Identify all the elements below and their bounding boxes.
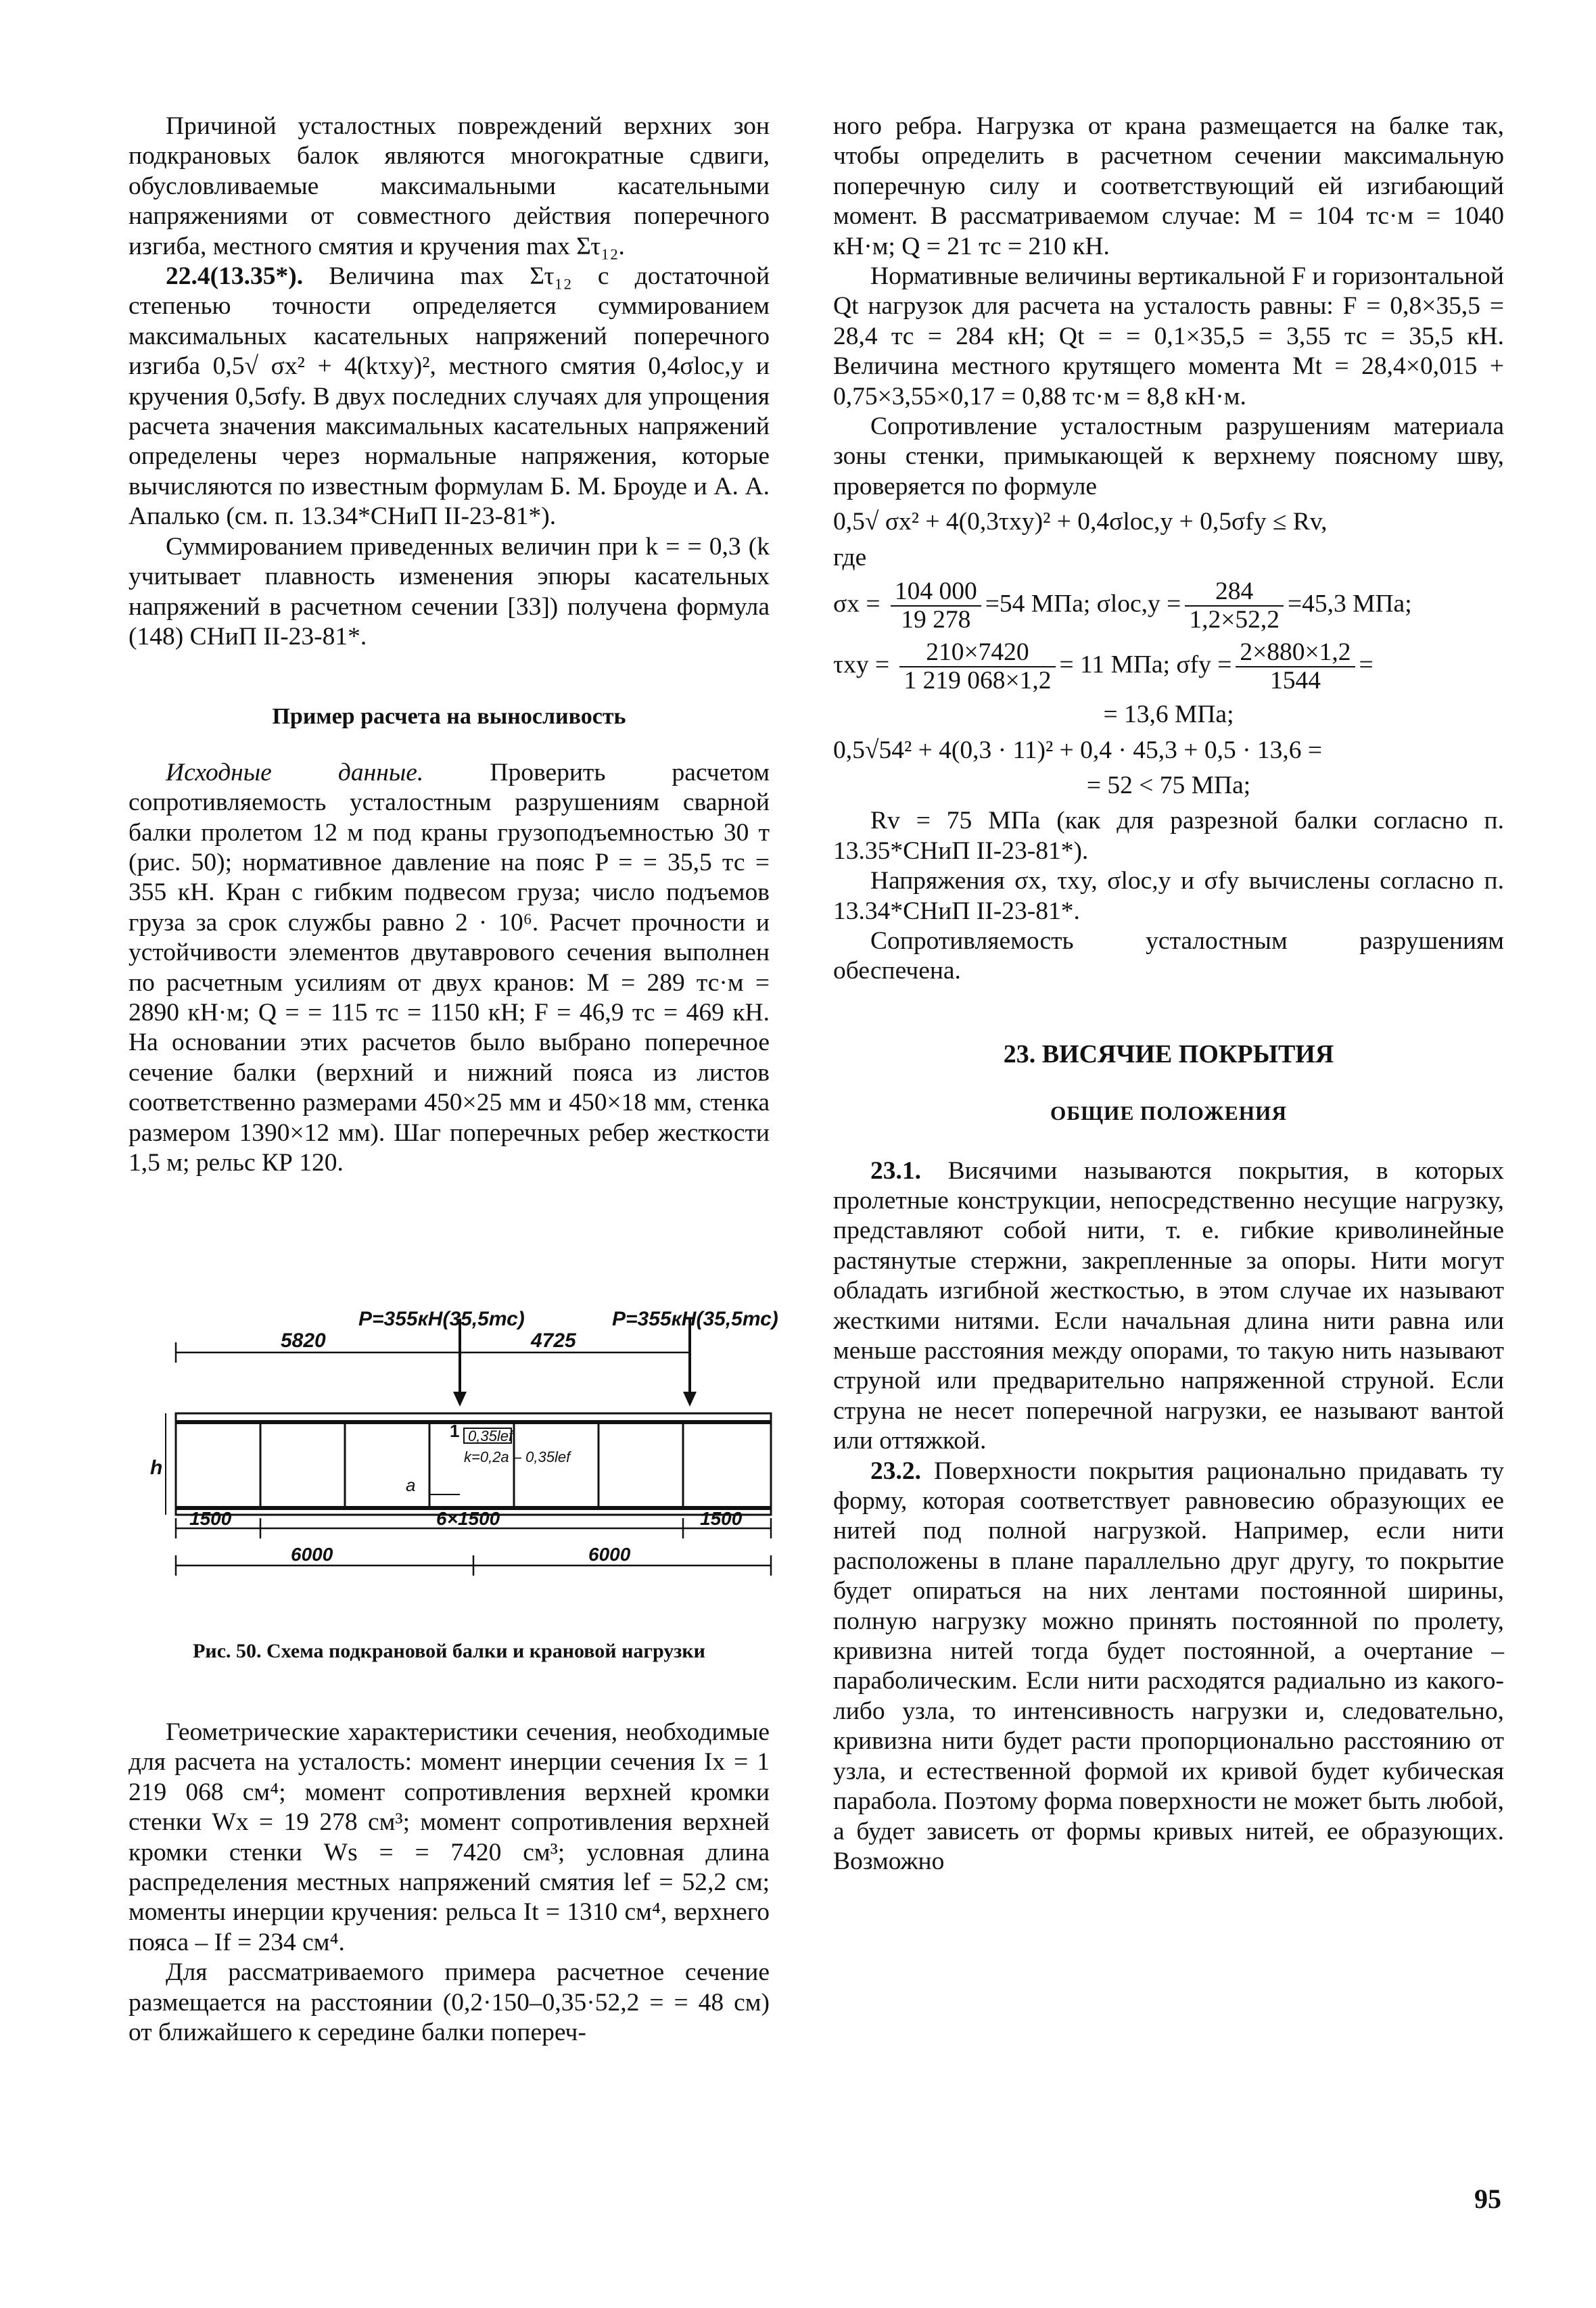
formula-line: = 13,6 МПа; <box>1103 701 1234 729</box>
clause-text: Поверхности покрытия рационально придавать ту форму, которая соответствует равновесию образующих ее нитей под полной нагрузкой. Например, если нити расположены в плане параллельно друг другу, то покрытие будет опираться на них лентами постоянной ширины, полную нагрузку можно принять постоянной по пролету, кривизна нитей тогда будет постоянной, а очертание – параболическим. Если нити расходятся радиально из какого-либо узла, то интенсивность нагрузки и, следовательно, кривизна нити будет расти пропорционально расстоянию от узла, и естественной формой их кривой будет кубическая парабола. Поэтому форма поверхности не может быть любой, а будет зависеть от формы кривых нитей, ее образующих. Возможно <box>833 1457 1505 1875</box>
example-title: Пример расчета на выносливость <box>272 704 626 730</box>
left-column <box>128 112 770 1178</box>
subsection-title: ОБЩИЕ ПОЛОЖЕНИЯ <box>1050 1102 1288 1125</box>
formula-part: τxy = <box>833 651 890 679</box>
where-label: где <box>833 543 867 571</box>
formula-148: 0,5√ σx² + 4(0,3τxy)² + 0,4σloc,y + 0,5σfy ≤ Rv, <box>833 508 1328 536</box>
dim-1500-right: 1500 <box>700 1508 743 1529</box>
numerator: 210×7420 <box>899 639 1055 667</box>
dim-h: h <box>150 1457 163 1479</box>
fraction <box>891 578 981 634</box>
formula-result: = 52 < 75 МПа; <box>1086 771 1251 799</box>
page-number: 95 <box>1474 2184 1501 2214</box>
left-column-lower <box>128 1718 770 2048</box>
paragraph: Геометрические характеристики сечения, необходимые для расчета на усталость: момент инерции сечения Ix = 1 219 068 см⁴; момент сопротивления верхней кромки стенки Wx = 19 278 см³; момент сопротивления верхней кромки стенки Ws = = 7420 см³; условная длина распределения местных напряжений смятия lef = 52,2 см; моменты инерции кручения: рельса It = 1310 см⁴, верхнего пояса – If = 234 см⁴. <box>128 1718 770 1956</box>
dim-1500-left: 1500 <box>189 1508 232 1529</box>
paragraph: Сопротивляемость усталостным разрушениям обеспечена. <box>833 926 1504 985</box>
dim-5820: 5820 <box>281 1329 326 1352</box>
fraction <box>1185 578 1284 634</box>
denominator: 1544 <box>1269 667 1321 695</box>
paragraph-22-4 <box>128 262 770 532</box>
load-label-2: P=355кН(35,5тс) <box>612 1308 778 1330</box>
right-column <box>833 112 1504 1877</box>
clause-number: 23.2. <box>870 1457 921 1485</box>
numerator: 2×880×1,2 <box>1236 639 1355 667</box>
formula-check: 0,5√54² + 4(0,3 · 11)² + 0,4 · 45,3 + 0,5 · 13,6 = <box>833 736 1323 764</box>
formula-part: =45,3 МПа; <box>1287 590 1412 618</box>
paragraph: Суммированием приведенных величин при k = = 0,3 (k учитывает плавность изменения эпюры касательных напряжений в расчетном сечении [33]) получена формула (148) СНиП II-23-81*. <box>128 532 770 651</box>
numerator: 284 <box>1185 578 1284 607</box>
denominator: 19 278 <box>901 606 971 634</box>
paragraph-23-1 <box>833 1156 1504 1457</box>
formula-part: σloc,y = <box>1096 590 1181 618</box>
formula-sigma <box>833 578 1504 634</box>
clause-number: 23.1. <box>870 1156 921 1185</box>
dim-6000-right: 6000 <box>588 1544 631 1565</box>
dim-035: 0,35lef <box>468 1428 513 1444</box>
numerator: 104 000 <box>891 578 981 607</box>
section-title: 23. ВИСЯЧИЕ ПОКРЫТИЯ <box>1003 1039 1334 1068</box>
paragraph-23-2 <box>833 1457 1504 1877</box>
dim-1: 1 <box>450 1421 460 1441</box>
formula-part: = 11 МПа; <box>1059 651 1170 679</box>
paragraph: Напряжения σx, τxy, σloc,y и σfy вычислены согласно п. 13.34*СНиП II-23-81*. <box>833 867 1504 925</box>
formula-part: σfy = <box>1176 651 1232 679</box>
dim-a: a <box>406 1475 416 1495</box>
example-paragraph <box>128 758 770 1179</box>
denominator: 1 219 068×1,2 <box>903 667 1052 695</box>
paragraph: Причиной усталостных повреждений верхних зон подкрановых балок являются многократные сдвиги, обусловливаемые максимальными касательными напряжениями от совместного действия поперечного изгиба, местного смятия и кручения max Στ₁₂. <box>128 112 770 260</box>
clause-number: 22.4(13.35*). <box>166 262 304 291</box>
denominator: 1,2×52,2 <box>1189 606 1280 634</box>
formula-part: = <box>1359 651 1374 679</box>
dim-6x1500: 6×1500 <box>436 1508 500 1529</box>
lead-in: Исходные данные. <box>166 758 424 786</box>
formula-tau <box>833 639 1504 694</box>
clause-text: Висячими называются покрытия, в которых пролетные конструкции, непосредственно несущие нагрузку, представляют собой нити, т. е. гибкие криволинейные растянутые стержни, закрепленные за опоры. Нити могут обладать изгибной жесткостью, в этом случае их называют жесткими нитями. Если начальная длина нити равна или меньше расстояния между опорами, то такую нить называют струной или предварительно напряженной струной. Если струна не несет поперечной нагрузки, ее называют вантой или оттяжкой. <box>833 1156 1505 1455</box>
figure-caption: Рис. 50. Схема подкрановой балки и крановой нагрузки <box>193 1640 705 1662</box>
dim-k: k=0,2a – 0,35lef <box>464 1449 571 1465</box>
formula-part: =54 МПа; <box>985 590 1091 618</box>
figure-crane-beam <box>150 1305 784 1616</box>
paragraph: Для рассматриваемого примера расчетное сечение размещается на расстоянии (0,2·150–0,35·52,2 = = 48 см) от ближайшего к середине балки попереч- <box>128 1958 770 2047</box>
clause-text: Величина max Στ₁₂ с достаточной степенью точности определяется суммированием максимальных касательных напряжений поперечного изгиба 0,5√ σx² + 4(kτxy)², местного смятия 0,4σloc,y и кручения 0,5σfy. В двух последних случаях для упрощения расчета значения максимальных касательных напряжений определены через нормальные напряжения, которые вычисляются по известным формулам Б. М. Броуде и А. А. Апалько (см. п. 13.34*СНиП II-23-81*). <box>128 262 770 531</box>
example-text: Проверить расчетом сопротивляемость усталостным разрушениям сварной балки пролетом 12 м под краны грузоподъемностью 30 т (рис. 50); нормативное давление на пояс P = = 35,5 тс = 355 кН. Кран с гибким подвесом груза; число подъемов груза за срок службы равно 2 · 10⁶. Расчет прочности и устойчивости элементов двутаврового сечения выполнен по расчетным усилиям от двух кранов: M = 289 тс·м = 2890 кН·м; Q = = 115 тс = 1150 кН; F = 46,9 тс = 469 кН. На основании этих расчетов было выбрано поперечное сечение балки (верхний и нижний пояса из листов соответственно размерами 450×25 мм и 450×18 мм, стенка размером 1390×12 мм). Шаг поперечных ребер жесткости 1,5 м; рельс КР 120. <box>128 758 770 1177</box>
fraction <box>1236 639 1355 694</box>
paragraph: ного ребра. Нагрузка от крана размещается на балке так, чтобы определить в расчетном сечении максимальную поперечную силу и соответствующий ей изгибающий момент. В рассматриваемом случае: M = 104 тс·м = 1040 кН·м; Q = 21 тс = 210 кН. <box>833 112 1504 260</box>
paragraph: Rv = 75 МПа (как для разрезной балки согласно п. 13.35*СНиП II-23-81*). <box>833 807 1504 865</box>
formula-part: σx = <box>833 590 881 618</box>
load-label-1: P=355кН(35,5тс) <box>358 1308 525 1330</box>
dim-4725: 4725 <box>531 1329 576 1352</box>
crane-beam-diagram <box>150 1305 784 1616</box>
paragraph: Сопротивление усталостным разрушениям материала зоны стенки, примыкающей к верхнему поясному шву, проверяется по формуле <box>833 413 1504 500</box>
dim-6000-left: 6000 <box>291 1544 333 1565</box>
fraction <box>899 639 1055 694</box>
paragraph: Нормативные величины вертикальной F и горизонтальной Qt нагрузок для расчета на усталость равны: F = 0,8×35,5 = 28,4 тс = 284 кН; Qt = = 0,1×35,5 = 3,55 тс = 35,5 кН. Величина местного крутящего момента Mt = 28,4×0,015 + 0,75×3,55×0,17 = 0,88 тс·м = 8,8 кН·м. <box>833 262 1504 410</box>
